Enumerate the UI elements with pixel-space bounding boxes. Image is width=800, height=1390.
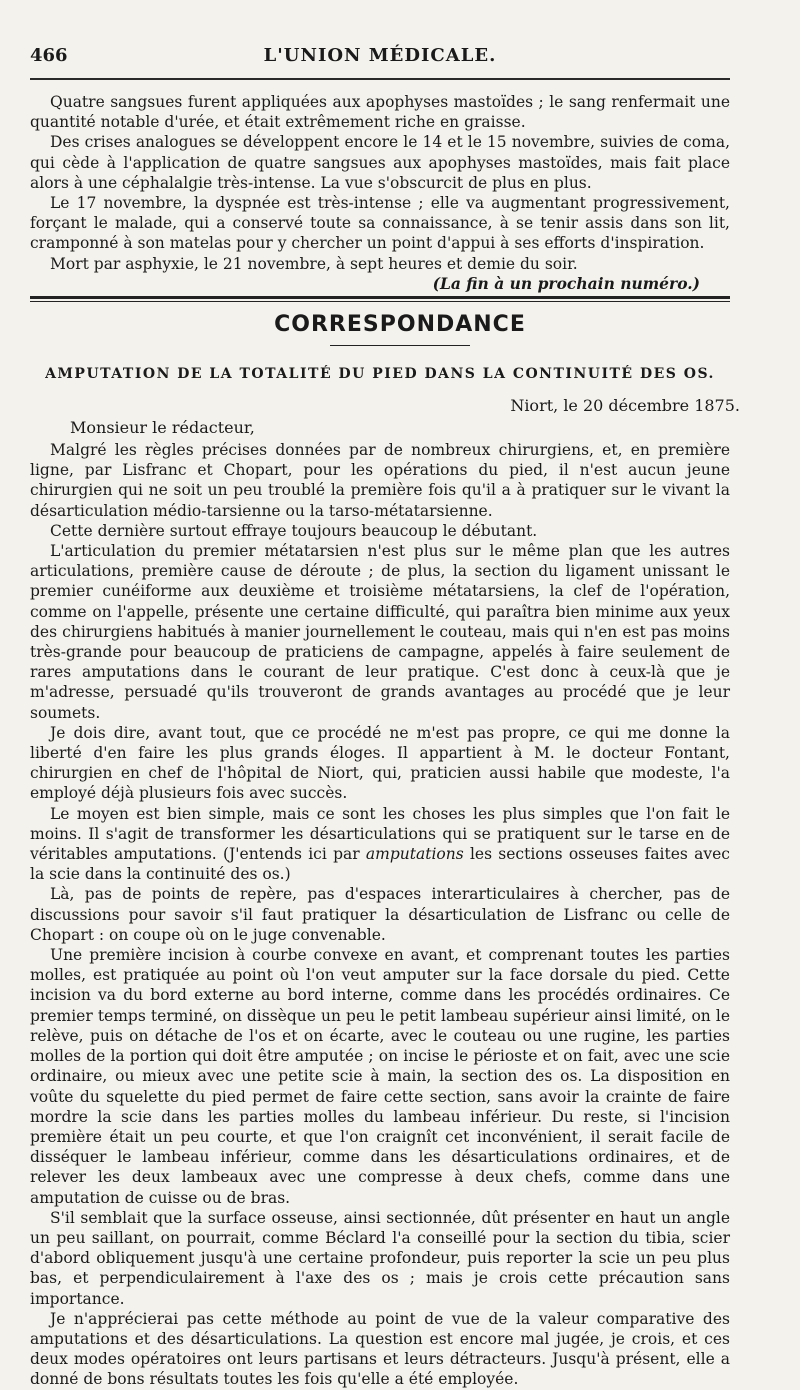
paragraph: Le 17 novembre, la dyspnée est très-intense ; elle va augmentant progressivement, forçant le malade, qui a conservé toute sa connaissance, à se tenir assis dans son lit, cramponné à son matelas pour y chercher un point d'appui à ses efforts d'inspiration. — [30, 194, 730, 253]
section-divider — [30, 296, 730, 302]
paragraph — [30, 804, 730, 885]
article-body — [30, 440, 730, 1390]
page-header — [30, 45, 730, 73]
paragraph: Une première incision à courbe convexe en avant, et comprenant toutes les parties molles, est pratiquée au point où l'on veut amputer sur la face dorsale du pied. Cette incision va du bord externe au bord interne, comme dans les procédés ordinaires. Ce premier temps terminé, on dissèque un peu le petit lambeau supérieur ainsi limité, on le relève, puis on détache de l'os et on écarte, avec le couteau ou une rugine, les parties molles de la portion qui doit être amputée ; on incise le périoste et on fait, avec une scie ordinaire, ou mieux avec une petite scie à main, la section des os. La disposition en voûte du squelette du pied permet de faire cette section, sans avoir la crainte de faire mordre la scie dans les parties molles du lambeau inférieur. Du reste, si l'incision première était un peu courte, et que l'on craignît cet inconvénient, il serait facile de disséquer le lambeau inférieur, comme dans les désarticulations ordinaires, et de relever les deux lambeaux avec une compresse à deux chefs, comme dans une amputation de cuisse ou de bras. — [30, 946, 730, 1207]
page-number: 466 — [30, 45, 68, 66]
section-title: CORRESPONDANCE — [274, 312, 526, 337]
article-title: AMPUTATION DE LA TOTALITÉ DU PIED DANS LA CONTINUITÉ DES OS. — [45, 366, 715, 382]
paragraph: Quatre sangsues furent appliquées aux apophyses mastoïdes ; le sang renfermait une quantité notable d'urée, et était extrêmement riche en graisse. — [30, 93, 730, 132]
paragraph: Là, pas de points de repère, pas d'espaces interarticulaires à chercher, pas de discussions pour savoir s'il faut pratiquer la désarticulation de Lisfranc ou celle de Chopart : on coupe où on le juge convenable. — [30, 885, 730, 944]
title-underline — [330, 345, 470, 346]
case-report-text — [30, 92, 730, 294]
continued-note: (La fin à un prochain numéro.) — [432, 273, 700, 293]
paragraph-text: Le moyen est bien simple, mais ce sont les choses les plus simples que l'on fait le moins. Il s'agit de transformer les désarticulations qui se pratiquent sur le tarse en de véritables amputations. (J'entends ici par — [30, 804, 730, 864]
salutation: Monsieur le rédacteur, — [70, 418, 255, 437]
paragraph: Malgré les règles précises données par de nombreux chirurgiens, et, en première ligne, par Lisfranc et Chopart, pour les opérations du pied, il n'est aucun jeune chirurgien qui ne soit un peu troublé la première fois qu'il a à pratiquer sur le vivant la désarticulation médio-tarsienne ou la tarso-métatarsienne. — [30, 441, 730, 520]
paragraph: Je n'apprécierai pas cette méthode au point de vue de la valeur comparative des amputations et des désarticulations. La question est encore mal jugée, je crois, et ces deux modes opératoires ont leurs partisans et leurs détracteurs. Jusqu'à présent, elle a donné de bons résultats toutes les fois qu'elle a été employée. — [30, 1309, 730, 1389]
running-title: L'UNION MÉDICALE. — [263, 45, 497, 66]
paragraph: Je dois dire, avant tout, que ce procédé ne m'est pas propre, ce qui me donne la liberté d'en faire les plus grands éloges. Il appartient à M. le docteur Fontant, chirurgien en chef de l'hôpital de Niort, qui, praticien aussi habile que modeste, l'a employé déjà plusieurs fois avec succès. — [30, 723, 730, 803]
dateline: Niort, le 20 décembre 1875. — [510, 396, 740, 415]
paragraph-text: les sections osseuses faites avec la scie dans la continuité des os.) — [30, 845, 730, 884]
paragraph: Cette dernière surtout effraye toujours beaucoup le débutant. — [50, 521, 538, 540]
paragraph: S'il semblait que la surface osseuse, ainsi sectionnée, dût présenter en haut un angle un peu saillant, on pourrait, comme Béclard l'a conseillé pour la section du tibia, scier d'abord obliquement jusqu'à une certaine profondeur, puis reporter la scie un peu plus bas, et perpendiculairement à l'axe des os ; mais je crois cette précaution sans importance. — [30, 1208, 730, 1308]
paragraph: L'articulation du premier métatarsien n'est plus sur le même plan que les autres articulations, première cause de déroute ; de plus, la section du ligament unissant le premier cunéiforme aux deuxième et troisième métatarsiens, la clef de l'opération, comme on l'appelle, présente une certaine difficulté, qui paraîtra bien minime aux yeux des chirurgiens habitués à manier journellement le couteau, mais qui n'en est pas moins très-grande pour beaucoup de praticiens de campagne, appelés à faire seulement de rares amputations dans le courant de leur pratique. C'est donc à ceux-là que je m'adresse, persuadé qu'ils trouveront de grands avantages au procédé que je leur soumets. — [30, 542, 730, 722]
header-rule — [30, 78, 730, 80]
emphasis: amputations — [365, 845, 464, 864]
paragraph: Mort par asphyxie, le 21 novembre, à sept heures et demie du soir. — [50, 254, 578, 273]
paragraph: Des crises analogues se développent encore le 14 et le 15 novembre, suivies de coma, qui cède à l'application de quatre sangsues aux apophyses mastoïdes, mais fait place alors à une céphalalgie très-intense. La vue s'obscurcit de plus en plus. — [30, 133, 730, 192]
